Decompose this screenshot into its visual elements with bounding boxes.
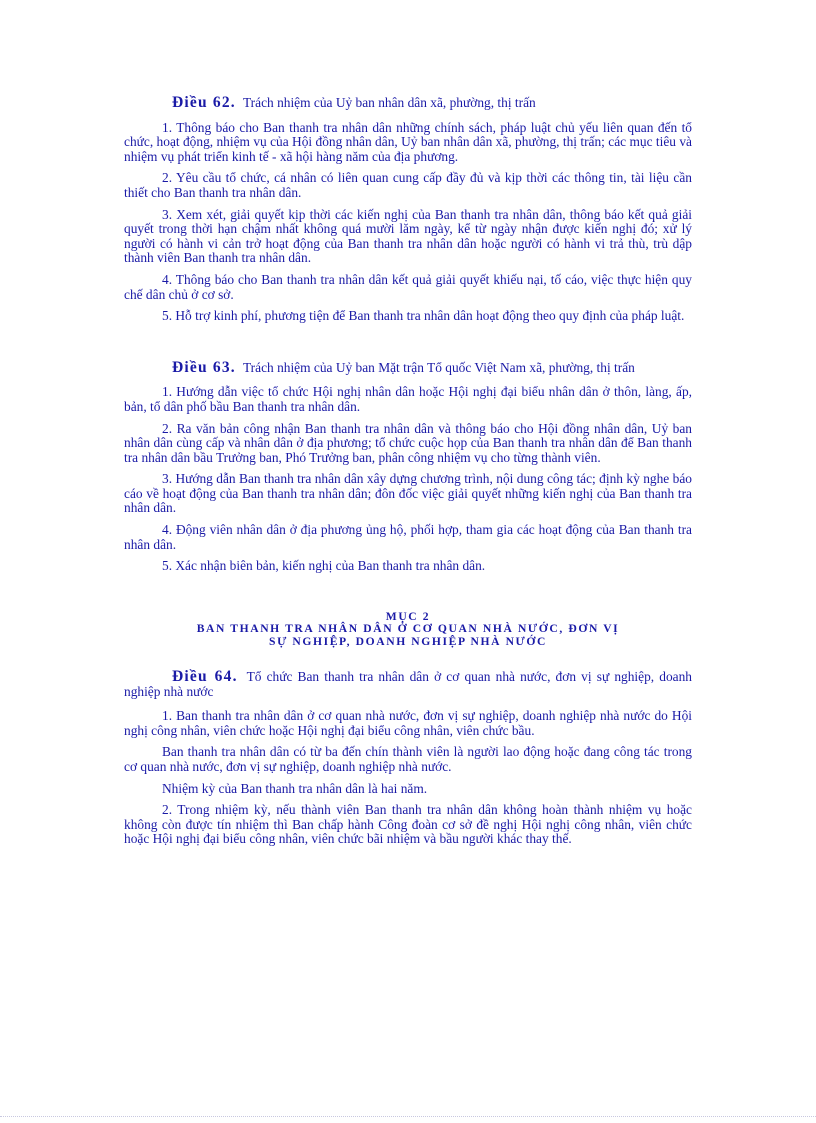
article-label: Điều 62.: [172, 94, 236, 111]
section-title-line-2: SỰ NGHIỆP, DOANH NGHIỆP NHÀ NƯỚC: [269, 634, 547, 648]
paragraph: 5. Xác nhận biên bản, kiến nghị của Ban thanh tra nhân dân.: [162, 558, 486, 574]
paragraph: 4. Thông báo cho Ban thanh tra nhân dân kết quả giải quyết khiếu nại, tố cáo, việc thực hiện quy chế dân chủ ở cơ sở.: [124, 271, 692, 302]
paragraph: 5. Hỗ trợ kinh phí, phương tiện để Ban thanh tra nhân dân hoạt động theo quy định của pháp luật.: [162, 308, 685, 324]
paragraph: 1. Ban thanh tra nhân dân ở cơ quan nhà nước, đơn vị sự nghiệp, doanh nghiệp nhà nước do Hội nghị công nhân, viên chức hoặc Hội nghị đại biểu công nhân, viên chức bầu.: [124, 708, 692, 738]
section-number: MỤC 2: [385, 609, 431, 623]
paragraph: 1. Hướng dẫn việc tổ chức Hội nghị nhân dân hoặc Hội nghị đại biểu nhân dân ở thôn, làng, ấp, bản, tổ dân phố bầu Ban thanh tra nhân dân.: [124, 384, 692, 414]
spacer: [124, 331, 692, 361]
article-title: Trách nhiệm của Uỷ ban Mặt trận Tổ quốc Việt Nam xã, phường, thị trấn: [242, 359, 635, 375]
article-62: [124, 96, 692, 324]
article-label: Điều 63.: [172, 358, 236, 376]
paragraph: 2. Trong nhiệm kỳ, nếu thành viên Ban thanh tra nhân dân không hoàn thành nhiệm vụ hoặc không còn được tín nhiệm thì Ban chấp hành Công đoàn cơ sở đề nghị Hội nghị công nhân, viên chức hoặc Hội nghị đại biểu công nhân, viên chức bãi nhiệm và bầu người khác thay thế.: [124, 802, 692, 847]
paragraph: 3. Hướng dẫn Ban thanh tra nhân dân xây dựng chương trình, nội dung công tác; định kỳ nghe báo cáo về hoạt động của Ban thanh tra nhân dân; đôn đốc việc giải quyết những kiến nghị của Ban thanh tra nhân dân.: [124, 471, 692, 516]
page-bottom-divider: [0, 1116, 816, 1117]
document-page: [124, 96, 692, 854]
paragraph: 2. Ra văn bản công nhận Ban thanh tra nhân dân và thông báo cho Hội đồng nhân dân, Uỷ ban nhân dân cùng cấp và nhân dân ở địa phương; tổ chức cuộc họp của Ban thanh tra nhân dân để Ban thanh tra nhân dân bầu Trưởng ban, Phó Trưởng ban, phân công nhiệm vụ cho từng thành viên.: [124, 420, 692, 465]
paragraph: 3. Xem xét, giải quyết kịp thời các kiến nghị của Ban thanh tra nhân dân, thông báo kết quả giải quyết trong thời hạn chậm nhất không quá mười lăm ngày, kể từ ngày nhận được kiến nghị đó; xử lý người có hành vi cản trở hoạt động của Ban thanh tra nhân dân hoặc người có hành vi trả thù, trù dập thành viên Ban thanh tra nhân dân.: [124, 206, 692, 266]
paragraph: Ban thanh tra nhân dân có từ ba đến chín thành viên là người lao động hoặc đang công tác trong cơ quan nhà nước, đơn vị sự nghiệp, doanh nghiệp nhà nước.: [124, 744, 692, 775]
article-label: Điều 64.: [172, 668, 238, 686]
article-title: Trách nhiệm của Uỷ ban nhân dân xã, phường, thị trấn: [242, 95, 536, 110]
section-title-line-1: BAN THANH TRA NHÂN DÂN Ở CƠ QUAN NHÀ NƯỚC, ĐƠN VỊ: [196, 622, 620, 636]
paragraph: 2. Yêu cầu tổ chức, cá nhân có liên quan cung cấp đầy đủ và kịp thời các thông tin, tài liệu cần thiết cho Ban thanh tra nhân dân.: [124, 170, 692, 200]
article-heading: [124, 670, 692, 699]
paragraph: Nhiệm kỳ của Ban thanh tra nhân dân là hai năm.: [162, 780, 428, 796]
article-heading: [124, 96, 692, 111]
paragraph: 1. Thông báo cho Ban thanh tra nhân dân những chính sách, pháp luật chủ yếu liên quan đến tổ chức, hoạt động, nhiệm vụ của Hội đồng nhân dân, Uỷ ban nhân dân xã, phường, thị trấn; các mục tiêu và nhiệm vụ phát triển kinh tế - xã hội hàng năm của địa phương.: [124, 119, 692, 164]
article-heading: [124, 358, 692, 376]
section-heading: [124, 611, 692, 648]
spacer: [124, 581, 692, 611]
article-64: [124, 670, 692, 847]
paragraph: 4. Động viên nhân dân ở địa phương ủng hộ, phối hợp, tham gia các hoạt động của Ban thanh tra nhân dân.: [124, 522, 692, 552]
article-title: Tổ chức Ban thanh tra nhân dân ở cơ quan nhà nước, đơn vị sự nghiệp, doanh nghiệp nhà nước: [124, 669, 692, 699]
article-63: [124, 358, 692, 574]
